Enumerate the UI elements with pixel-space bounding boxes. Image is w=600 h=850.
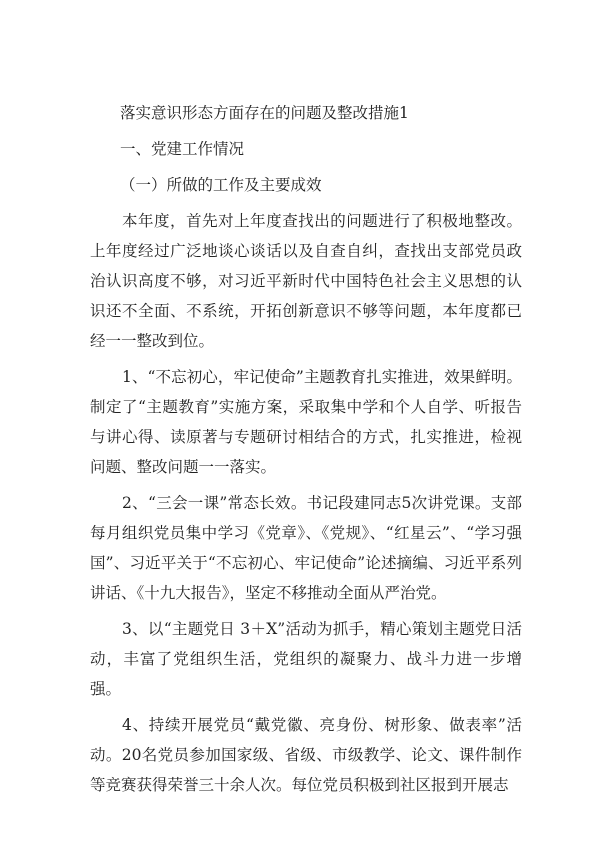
subsection-heading: （一）所做的工作及主要成效 bbox=[120, 176, 322, 194]
paragraph-item-1: 1、“不忘初心，牢记使命”主题教育扎实推进，效果鲜明。制定了“主题教育”实施方案，采取集中学和个人自学、听报告与讲心得、读原著与专题研讨相结合的方式，扎实推进，检视问题、整改问题一一落实。 bbox=[90, 368, 522, 476]
paragraph-intro: 本年度，首先对上年度查找出的问题进行了积极地整改。上年度经过广泛地谈心谈话以及自查自纠，查找出支部党员政治认识高度不够，对习近平新时代中国特色社会主义思想的认识还不全面、不系统，开拓创新意识不够等问题，本年度都已经一一整改到位。 bbox=[90, 212, 522, 350]
paragraph-item-2: 2、“三会一课”常态长效。书记段建同志5次讲党课。支部每月组织党员集中学习《党章》、《党规》、“红星云”、“学习强国”、习近平关于“不忘初心、牢记使命”论述摘编、习近平系列讲话、《十九大报告》，坚定不移推动全面从严治党。 bbox=[90, 494, 522, 602]
section-heading: 一、党建工作情况 bbox=[120, 140, 245, 158]
paragraph-item-3: 3、以“主题党日 3＋X”活动为抓手，精心策划主题党日活动，丰富了党组织生活，党组织的凝聚力、战斗力进一步增强。 bbox=[90, 620, 522, 698]
paragraph-item-4: 4、持续开展党员“戴党徽、亮身份、树形象、做表率”活动。20名党员参加国家级、省级、市级教学、论文、课件制作等竞赛获得荣誉三十余人次。每位党员积极到社区报到开展志 bbox=[90, 716, 522, 794]
document-title: 落实意识形态方面存在的问题及整改措施1 bbox=[120, 104, 409, 122]
document-body bbox=[90, 98, 522, 800]
